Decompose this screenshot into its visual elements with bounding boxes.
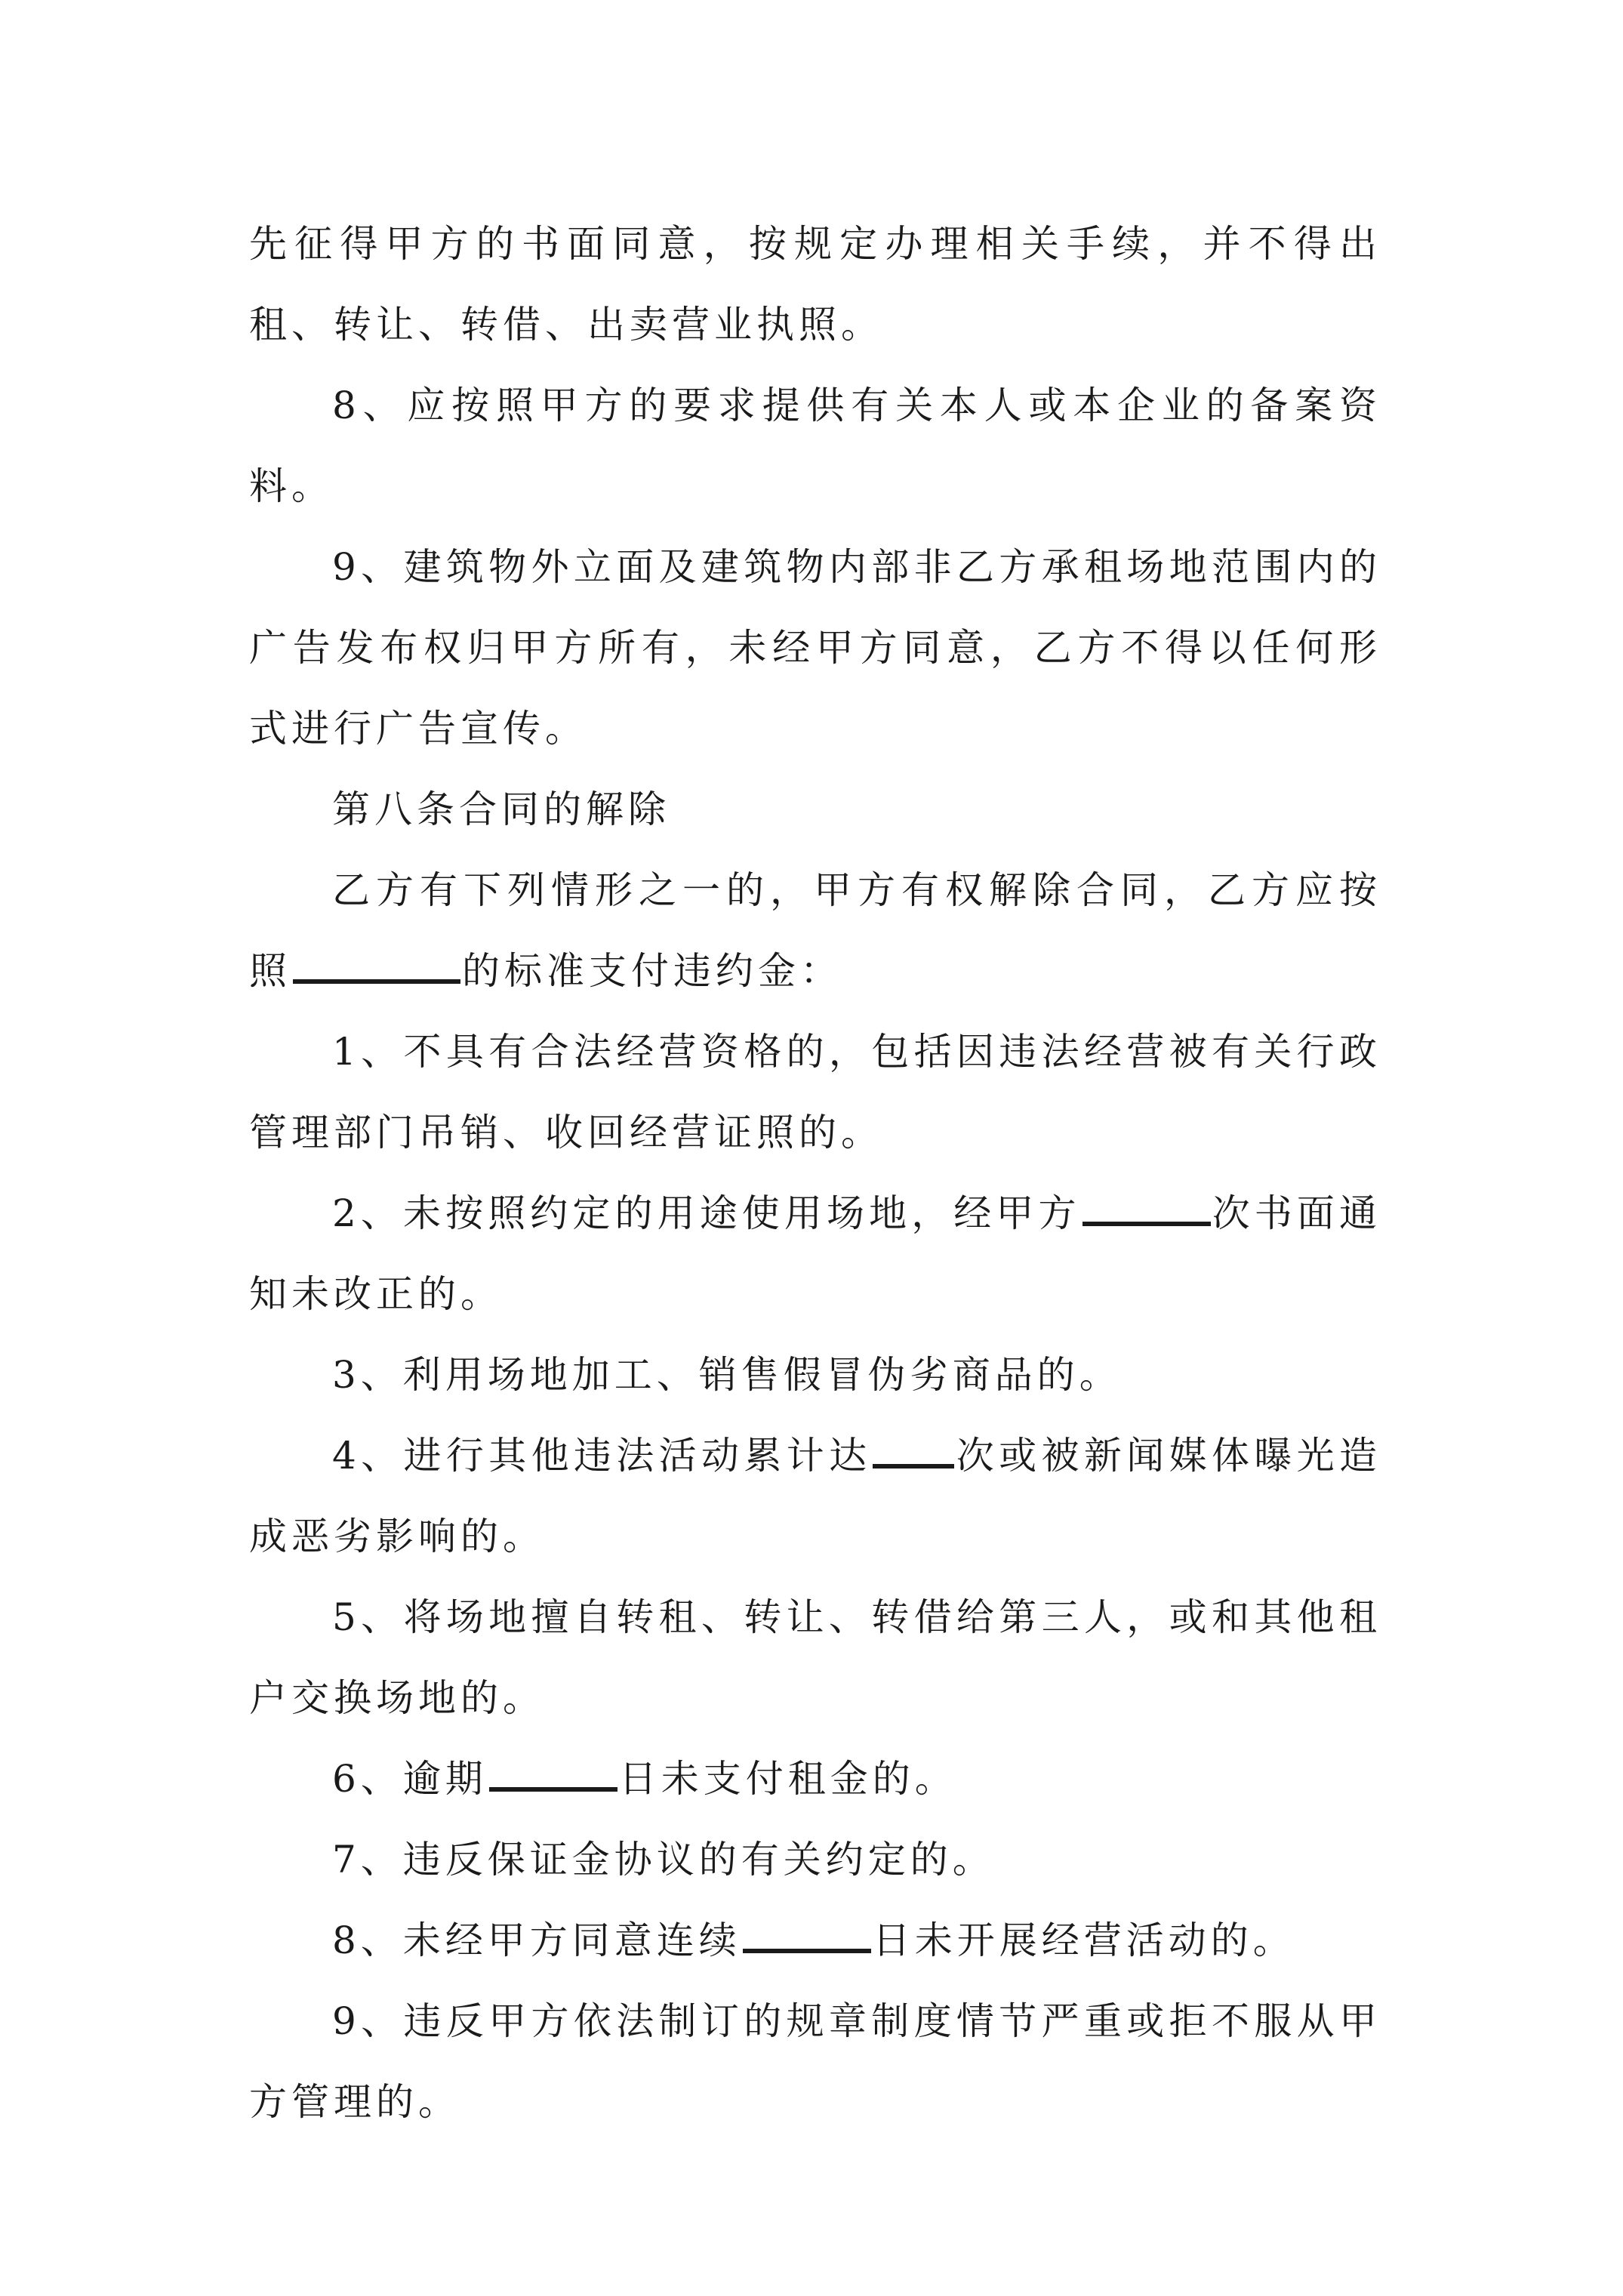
text-segment: 8、未经甲方同意连续 (332, 1918, 741, 1962)
paragraph-item-8: 8、应按照甲方的要求提供有关本人或本企业的备案资料。 (249, 384, 1381, 508)
paragraph-item-9: 9、建筑物外立面及建筑物内部非乙方承租场地范围内的广告发布权归甲方所有，未经甲方同意，乙方不得以任何形式进行广告宣传。 (249, 545, 1381, 750)
text-segment: 日未开展经营活动的。 (872, 1918, 1295, 1962)
termination-clause-9: 9、违反甲方依法制订的规章制度情节严重或拒不服从甲方管理的。 (249, 1999, 1381, 2124)
paragraph-termination-intro (249, 850, 1381, 1012)
fill-in-blank (743, 1920, 871, 1953)
text-segment: 4、进行其他违法活动累计达 (332, 1434, 872, 1478)
fill-in-blank (293, 951, 460, 984)
text-segment: 6、逾期 (332, 1757, 488, 1801)
text-segment: 的标准支付违约金： (462, 949, 842, 993)
text-segment: 次书面通知未改正的。 (249, 1191, 1382, 1316)
text-segment: 2、未按照约定的用途使用场地，经甲方 (332, 1191, 1081, 1235)
termination-clause-7: 7、违反保证金协议的有关约定的。 (332, 1838, 995, 1881)
paragraph-continuation: 先征得甲方的书面同意，按规定办理相关手续，并不得出租、转让、转借、出卖营业执照。 (249, 222, 1381, 347)
text-segment: 日未支付租金的。 (618, 1757, 957, 1801)
termination-clause-8 (249, 1900, 1381, 1981)
fill-in-blank (873, 1435, 954, 1469)
document-body (249, 204, 1381, 2143)
termination-clause-1: 1、不具有合法经营资格的，包括因违法经营被有关行政管理部门吊销、收回经营证照的。 (249, 1030, 1381, 1154)
section-heading: 第八条合同的解除 (332, 787, 670, 831)
termination-clause-2 (249, 1173, 1381, 1335)
termination-clause-4 (249, 1416, 1381, 1577)
fill-in-blank (1083, 1193, 1211, 1226)
termination-clause-3: 3、利用场地加工、销售假冒伪劣商品的。 (332, 1353, 1122, 1397)
text-segment: 次或被新闻媒体曝光造成恶劣影响的。 (249, 1434, 1382, 1558)
termination-clause-6 (249, 1739, 1381, 1820)
termination-clause-5: 5、将场地擅自转租、转让、转借给第三人，或和其他租户交换场地的。 (249, 1595, 1381, 1720)
fill-in-blank (489, 1758, 617, 1792)
text-segment: 乙方有下列情形之一的，甲方有权解除合同，乙方应按照 (249, 868, 1381, 993)
